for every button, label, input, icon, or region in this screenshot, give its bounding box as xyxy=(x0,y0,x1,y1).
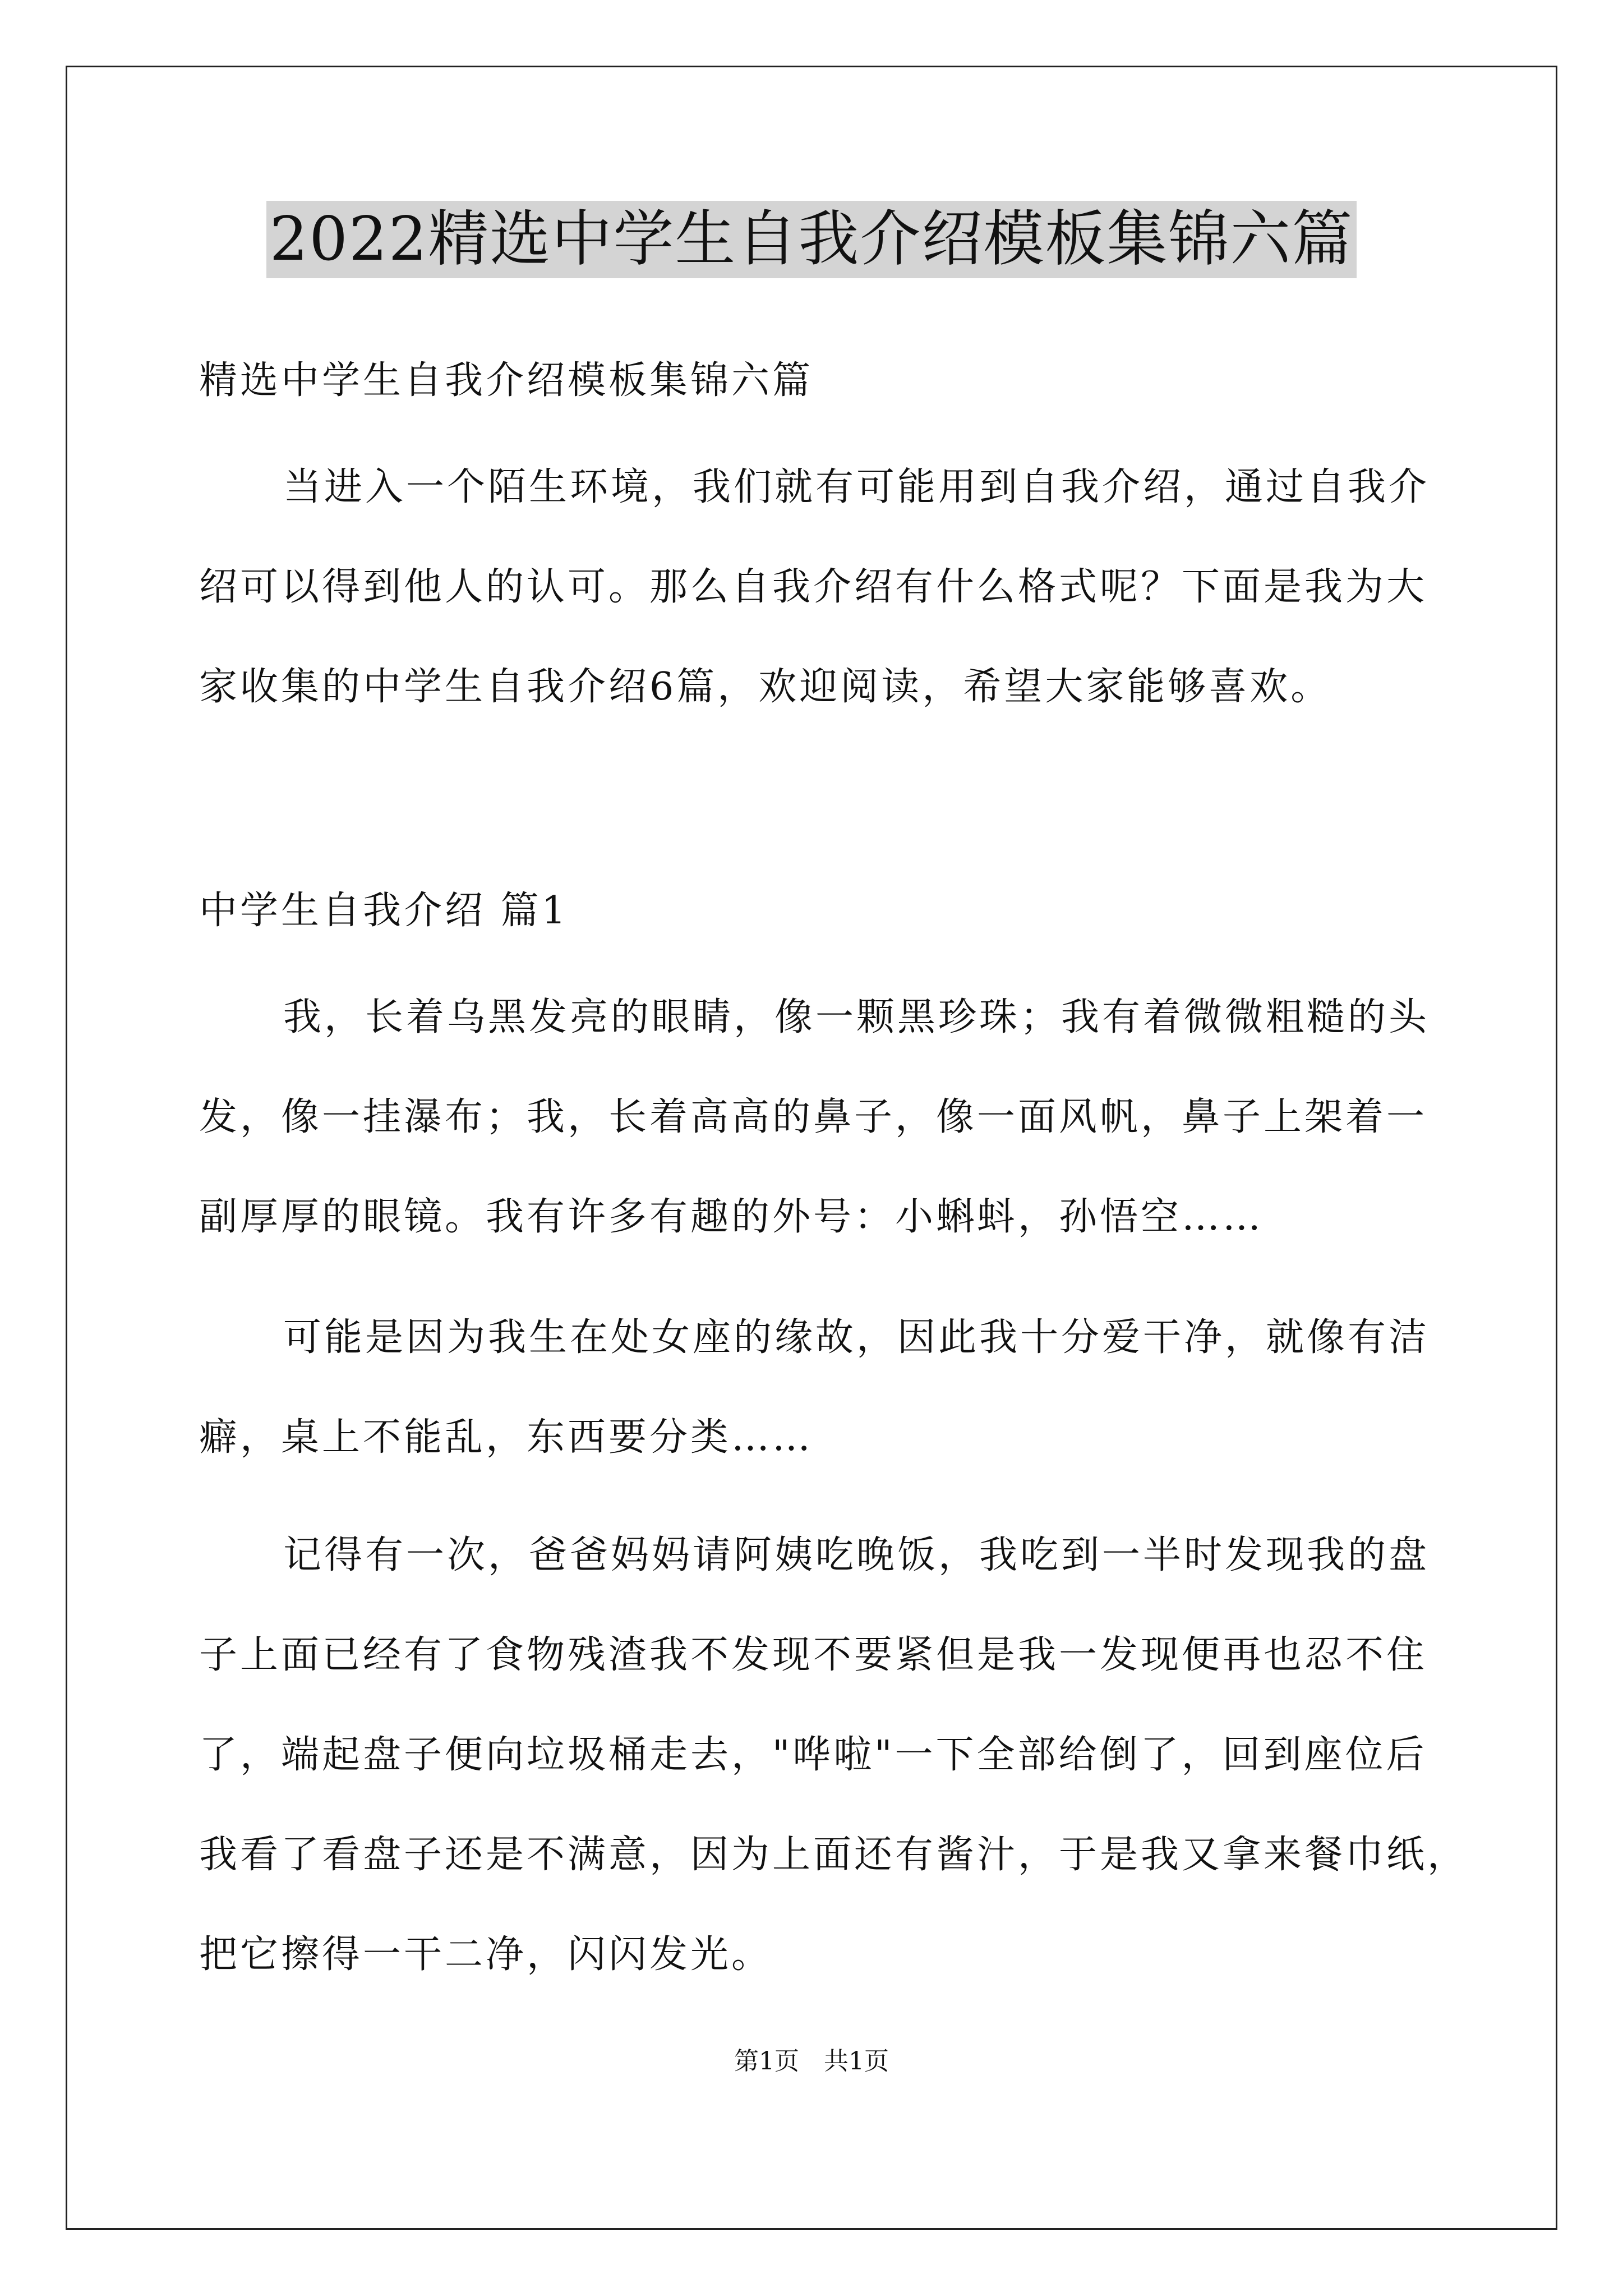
paragraph-line: 子上面已经有了食物残渣我不发现不要紧但是我一发现便再也忍不住 xyxy=(199,1633,1428,1677)
paragraph-line: 可能是因为我生在处女座的缘故，因此我十分爱干净，就像有洁 xyxy=(283,1315,1430,1360)
paragraph-line: 记得有一次，爸爸妈妈请阿姨吃晚饭，我吃到一半时发现我的盘 xyxy=(283,1533,1430,1577)
page-number-total: 共1页 xyxy=(824,2047,889,2076)
intro-line: 当进入一个陌生环境，我们就有可能用到自我介绍，通过自我介 xyxy=(283,465,1430,509)
paragraph-line: 我看了看盘子还是不满意，因为上面还有酱汁，于是我又拿来餐巾纸， xyxy=(199,1833,1469,1877)
page-number-current: 第1页 xyxy=(734,2047,799,2076)
section-heading: 中学生自我介绍 篇1 xyxy=(199,889,569,933)
paragraph-line: 了，端起盘子便向垃圾桶走去，"哗啦"一下全部给倒了，回到座位后 xyxy=(199,1733,1427,1777)
paragraph-line: 我，长着乌黑发亮的眼睛，像一颗黑珍珠；我有着微微粗糙的头 xyxy=(283,995,1430,1039)
title-block xyxy=(0,201,1623,278)
paragraph-line: 把它擦得一干二净，闪闪发光。 xyxy=(199,1932,773,1977)
document-title: 2022精选中学生自我介绍模板集锦六篇 xyxy=(266,201,1357,278)
subtitle: 精选中学生自我介绍模板集锦六篇 xyxy=(199,358,814,403)
intro-line: 家收集的中学生自我介绍6篇，欢迎阅读，希望大家能够喜欢。 xyxy=(199,665,1332,709)
page-footer xyxy=(0,2045,1623,2078)
paragraph-line: 副厚厚的眼镜。我有许多有趣的外号：小蝌蚪，孙悟空…… xyxy=(199,1195,1264,1239)
paragraph-line: 发，像一挂瀑布；我，长着高高的鼻子，像一面风帆，鼻子上架着一 xyxy=(199,1095,1428,1139)
paragraph-line: 癖，桌上不能乱，东西要分类…… xyxy=(199,1415,814,1460)
intro-line: 绍可以得到他人的认可。那么自我介绍有什么格式呢？下面是我为大 xyxy=(199,565,1428,609)
